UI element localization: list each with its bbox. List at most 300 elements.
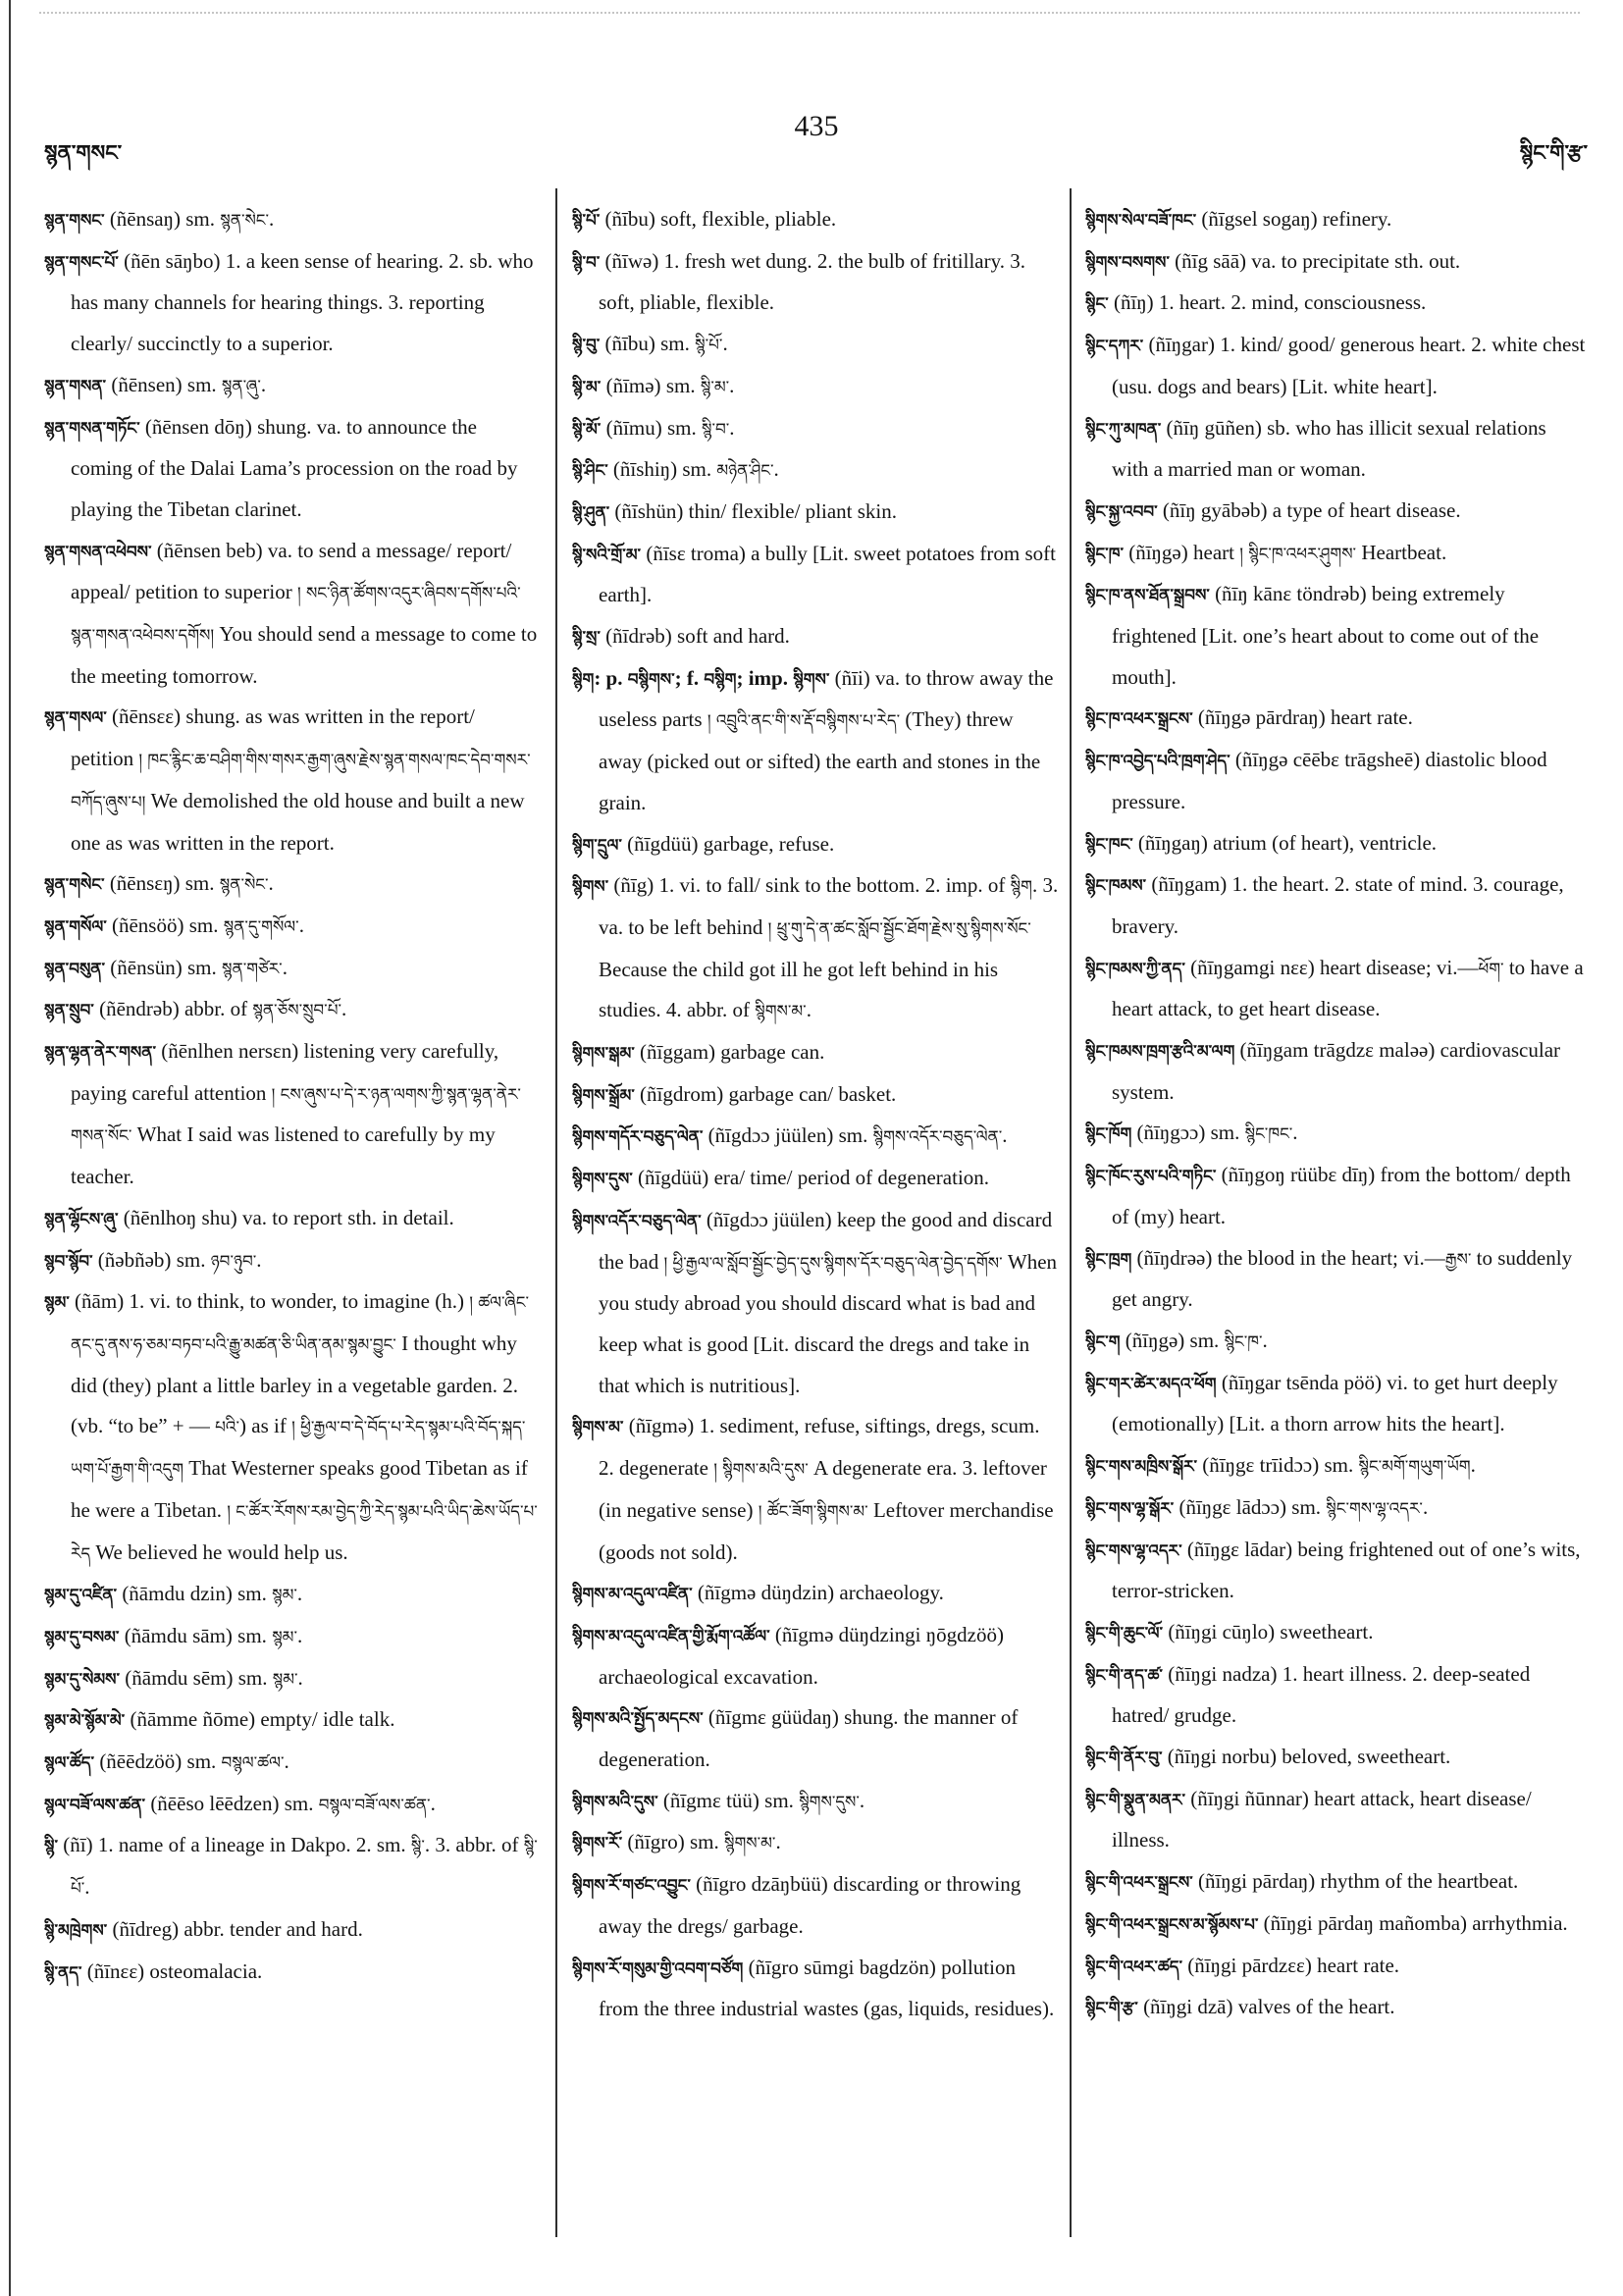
definition: thin/ flexible/ pliant skin. [688, 498, 897, 523]
dictionary-entry [1085, 698, 1588, 740]
definition: garbage can/ basket. [728, 1081, 897, 1106]
dictionary-entry [572, 824, 1060, 866]
headword [1085, 1911, 1258, 1935]
pronunciation: (ñīŋgoŋ rüübɛ dīŋ) [1221, 1163, 1376, 1187]
tibetan-text: སྙིང་ཁ་ནས་ཐོན་སྒྲབས་ [1085, 586, 1210, 605]
headword [1085, 1538, 1182, 1561]
dictionary-entry [1085, 1113, 1588, 1155]
headword [572, 542, 641, 565]
dictionary-entry [44, 407, 543, 531]
definition: sm. སྙན་སེང་. [185, 207, 275, 231]
tibetan-text: སྙིང་ཁང་ [1244, 1124, 1293, 1144]
headword [1085, 1121, 1131, 1144]
headword [44, 1959, 81, 1983]
headword [1085, 290, 1109, 314]
tibetan-text: སྙིང་ཁམས་ཁྲག་རྩའི་མ་ལག [1085, 1042, 1235, 1062]
tibetan-text: སྙིགས་རོ་ [572, 1834, 623, 1853]
dictionary-entry [572, 408, 1060, 450]
tibetan-text: སྙི་ [44, 1837, 59, 1856]
headword [44, 207, 105, 231]
dictionary-entry [572, 1697, 1060, 1780]
definition: sm. སྙི་བ་. [666, 415, 735, 440]
dictionary-entry [44, 863, 543, 906]
headword [1085, 1495, 1174, 1519]
headword [1085, 1246, 1131, 1270]
tibetan-text: སྙི་ [410, 1837, 425, 1856]
definition: 1. kind/ good/ generous heart. 2. white chest (usu. dogs and bears) [Lit. white heart]. [1112, 333, 1586, 398]
pronunciation: (ñīshiŋ) [612, 457, 678, 482]
definition: era/ time/ period of degeneration. [713, 1166, 990, 1190]
tibetan-text: ངས་ཞུས་པ་དེ་ར་ཉན་ལགས་ཀྱི་སྙན་ལྷན་ནེར་གསན་སོང་ [71, 1084, 521, 1146]
headword [1085, 748, 1230, 771]
dictionary-entry [44, 1952, 543, 1994]
tibetan-text: སྙན་གསང་ [44, 141, 123, 165]
pronunciation: (ñīdreg) [112, 1916, 180, 1941]
definition: va. to report sth. in detail. [241, 1205, 454, 1229]
dictionary-entry [1085, 1155, 1588, 1237]
headword [1085, 207, 1196, 231]
headword [572, 1830, 622, 1853]
tibetan-text: སྙི་མ་ [572, 377, 602, 396]
tibetan-text: ཚོང་ཟོག་སྙིགས་མ་ [766, 1501, 868, 1521]
tibetan-text: སྙིག [572, 669, 595, 689]
tibetan-text: སྙི་པོ་ [71, 1837, 538, 1899]
headword [572, 1123, 703, 1147]
tibetan-text: སྙིང་ [1085, 294, 1109, 314]
definition: 1. fresh wet dung. 2. the bulb of fritillary. 3. soft, pliable, flexible. [599, 248, 1026, 315]
headword [572, 1872, 691, 1896]
tibetan-text: ། [291, 1418, 295, 1437]
headword [1085, 705, 1193, 729]
scan-edge-top [39, 12, 1580, 14]
headword [1085, 249, 1170, 273]
tibetan-text: སྙན་ལྷོངས་ཞུ་ [44, 1209, 119, 1228]
column-3 [1085, 199, 1588, 2265]
tibetan-text: སྙིང་གི་ནོར་བུ་ [1085, 1748, 1163, 1768]
pronunciation: (ñīshün) [614, 498, 684, 523]
tibetan-text: སྙིགས་རོ་གསུམ་གྱི་འབག་བཙོག [572, 1958, 744, 1978]
definition: arrhythmia. [1472, 1910, 1568, 1935]
tibetan-text: སྙིང་ག [1085, 1331, 1121, 1351]
definition: 1. vi. to think, to wonder, to imagine (h.) ། ཚལ་ཞིང་ནང་དུ་ནས་ཧ་ཅམ་བཏབ་པའི་རྒྱུ་མཚན་ཅི་ཡིན་ནམ་སྙམ་བྱུང་ I thought why did (they) plant a little barley in a vegetable garden. 2. (vb. “to be” + — པའི་) as if ། ཕྱི་རྒྱལ་བ་དེ་བོད་པ་རེད་སྙམ་པའི་བོད་སྐད་ཡག་པོ་རྒྱག་གི་འདུག That Westerner speaks good Tibetan as if he were a Tibetan. ། ང་ཚོར་རོགས་རམ་བྱེད་ཀྱི་རེད་སྙམ་པའི་ཡིད་ཆེས་ཡོད་པ་རེད We believed he would help us. [71, 1289, 538, 1564]
tibetan-text: རྒྱས་ [1444, 1249, 1472, 1269]
headword [572, 374, 601, 397]
definition: beloved, sweetheart. [1282, 1745, 1451, 1769]
tibetan-text: སྙིང་གི་རྩ་ [1519, 141, 1588, 165]
dictionary-entry [1085, 1445, 1588, 1487]
headword [1085, 498, 1158, 522]
definition: sm. སྙི་པོ་. [660, 332, 728, 356]
headword [572, 1208, 702, 1231]
column-divider [1070, 188, 1072, 2237]
column-1 [44, 199, 543, 2265]
dictionary-entry [572, 449, 1060, 492]
pronunciation: (ñēnsɛŋ) [109, 871, 181, 896]
tibetan-text: སྙིགས་མའི་དུས་ [572, 1792, 658, 1811]
tibetan-text: སྙིང་ཁོག [1085, 1124, 1132, 1144]
headword [572, 457, 608, 481]
pronunciation: (ñīŋgam trāgdzɛ maləə) [1239, 1038, 1436, 1063]
tibetan-text: སྙིང་གི་ཆུང་ལོ་ [1085, 1623, 1164, 1643]
tibetan-text: སྙིགས་འདོར་བཅུད་ལེན་ [872, 1127, 1003, 1147]
definition: sm. སྙམ་. [237, 1665, 303, 1690]
definition: sm. སྙི་མ་. [665, 373, 735, 397]
dictionary-entry [1085, 1861, 1588, 1904]
pronunciation: (ñīŋ gyābəb) [1162, 497, 1268, 522]
pronunciation: (ñēndrəb) [99, 997, 180, 1021]
pronunciation: (ñīsɛ troma) [646, 541, 746, 565]
pronunciation: (ñīŋgi norbu) [1167, 1745, 1278, 1769]
pronunciation: (ñīŋgi dzā) [1143, 1995, 1233, 2019]
tibetan-text: སྙིགས་མ་ [572, 1418, 624, 1437]
tibetan-text: སྙམ་ [44, 1293, 70, 1313]
dictionary-entry [572, 1615, 1060, 1697]
headword [1085, 1787, 1185, 1810]
pronunciation: (ñīŋgamgi nɛɛ) [1190, 955, 1315, 979]
dictionary-entry [44, 365, 543, 407]
headword [572, 332, 600, 355]
tibetan-text: སྙི་བུ་ [572, 336, 601, 355]
pronunciation: (ñīŋdrəə) [1136, 1245, 1213, 1270]
pronunciation: (ñēnsen) [111, 372, 183, 396]
tibetan-text: སྙིང་གི་ནད་ཚ་ [1085, 1665, 1163, 1685]
definition: va. to send a message/ report/ appeal/ petition to superior ། སང་ཉིན་ཚོགས་འདུར་ཞིབས་དགོས་པའི་སྙན་གསན་འཕེབས་དགོས། You should send a message to come to the meeting tomorrow. [71, 538, 538, 688]
definition: the blood in the heart; vi.—རྒྱས་ to suddenly get angry. [1112, 1245, 1573, 1312]
pronunciation: (ñēēso lēēdzen) [150, 1791, 280, 1815]
headword [1085, 1620, 1163, 1644]
headword [572, 1082, 635, 1106]
tibetan-text: སྙིགས་སྒྲོམ་ [572, 1085, 635, 1105]
dictionary-entry [44, 948, 543, 990]
headword [44, 1666, 120, 1690]
headword [1085, 1869, 1193, 1893]
running-head-left [44, 130, 122, 189]
dictionary-entry [572, 492, 1060, 534]
dictionary-entry [1085, 325, 1588, 407]
definition: shung. va. to announce the coming of the Dalai Lama’s procession on the road by playing the Tibetan clarinet. [71, 414, 518, 521]
headword [44, 1833, 58, 1856]
pronunciation: (ñīŋgi pārdzɛɛ) [1187, 1953, 1312, 1977]
tibetan-text: སྙིང་གས་ལྷ་འདར་ [1326, 1498, 1423, 1518]
definition: sm. སྙིགས་དུས་. [764, 1788, 865, 1812]
pronunciation: (ñēnsɛɛ) [111, 704, 182, 729]
pronunciation: (ñīŋgi nadza) [1168, 1661, 1278, 1686]
tibetan-text: ཕྱི་རྒྱལ་བ་དེ་བོད་པ་རེད་སྙམ་པའི་བོད་སྐད་ཡག་པོ་རྒྱག་གི་འདུག [71, 1418, 526, 1480]
definition: sm. བསྙལ་ཚལ་. [186, 1749, 289, 1774]
pronunciation: (ñīŋgə) [1128, 540, 1188, 564]
pronunciation: (ñēn sāŋbo) [124, 248, 221, 273]
dictionary-entry [572, 1200, 1060, 1407]
pronunciation: (ñīŋgaŋ) [1137, 830, 1208, 855]
definition: listening very carefully, paying careful attention ། ངས་ཞུས་པ་དེ་ར་ཉན་ལགས་ཀྱི་སྙན་ལྷན་ནེར་གསན་སོང་ What I said was listened to carefully by my teacher. [71, 1039, 521, 1189]
pronunciation: (ñāmdu dzin) [122, 1582, 233, 1606]
dictionary-entry [44, 1281, 543, 1574]
column-divider [555, 188, 557, 2237]
tibetan-text: ། [713, 1460, 717, 1480]
tibetan-text: སྙི་མོ་ [572, 419, 602, 439]
headword [572, 1623, 770, 1646]
headword [44, 1289, 70, 1313]
headword [44, 1917, 107, 1941]
definition: rhythm of the heartbeat. [1320, 1869, 1519, 1894]
tibetan-text: སང་ཉིན་ཚོགས་འདུར་ཞིབས་དགོས་པའི་སྙན་གསན་འཕེབས་དགོས། [71, 584, 521, 646]
tibetan-text: སྙམ་མེ་སྙོམ་མེ་ [44, 1711, 126, 1731]
headword [44, 373, 106, 396]
tibetan-text: སྙི་མཁྲེགས་ [44, 1920, 108, 1940]
pronunciation: (ñīgmə düŋdzin) [697, 1581, 835, 1605]
pronunciation: (ñēnsün) [110, 955, 183, 979]
headword [572, 1166, 633, 1189]
tibetan-text: བསྙིག [704, 669, 737, 689]
tibetan-text: སྙིགས་མ་འདུལ་འཛིན་གྱི་རྨོག་འཚོལ་ [572, 1626, 770, 1645]
definition: osteomalacia. [149, 1958, 263, 1983]
pronunciation: (ñīŋgi ñūnnar) [1190, 1786, 1309, 1810]
definition: abbr. of སྙན་ཅོས་སྲུབ་པོ་. [183, 997, 347, 1021]
headword [1085, 956, 1185, 979]
pronunciation: (ñāmme ñōme) [130, 1707, 256, 1732]
headword [44, 997, 94, 1020]
tibetan-text: སྙིགས་ [572, 877, 609, 897]
definition: soft and hard. [677, 624, 790, 649]
pronunciation: (ñīg) [613, 873, 654, 898]
pronunciation: (ñīŋgɔɔ) [1136, 1121, 1206, 1145]
headword [44, 1749, 94, 1773]
tibetan-text: སྙན་སྲུབ་ [44, 1001, 94, 1020]
definition: sm. མཉེན་ཤིང་. [682, 457, 779, 482]
dictionary-entry [572, 1822, 1060, 1864]
tibetan-text: སྙན་གཙེར་ [222, 959, 283, 978]
definition: va. to throw away the useless parts ། འབྲུའི་ནང་གི་ས་རྡོ་བསྙིགས་པ་རེད་ (They) threw away (picked out or sifted) the earth and stones in the grain. [599, 665, 1054, 814]
pronunciation: (ñīŋgar tsēnda pöö) [1221, 1370, 1383, 1394]
tibetan-text: ཕྲུ་གུ་དེ་ན་ཚང་སློབ་སྦྱོང་ཐོག་རྗེས་སུ་སྙིགས་སོང་ [776, 918, 1031, 938]
headword [572, 873, 608, 897]
definition: 1. heart illness. 2. deep-seated hatred/ grudge. [1112, 1661, 1531, 1728]
headword [572, 624, 601, 648]
tibetan-text: འབྲུའི་ནང་གི་ས་རྡོ་བསྙིགས་པ་རེད་ [715, 711, 901, 731]
headword [44, 1248, 93, 1272]
tibetan-text: སྙན་གསང་པོ་ [44, 252, 119, 272]
tibetan-text: སྙི་པོ་ [695, 336, 723, 355]
headword [44, 1707, 125, 1731]
definition: 1. the heart. 2. state of mind. 3. courage, bravery. [1112, 872, 1564, 938]
dictionary-entry [1085, 1030, 1588, 1113]
pronunciation: (ñīgmə düŋdzingi ŋōgdzöö) [774, 1622, 1004, 1646]
tibetan-text: ། [767, 918, 772, 938]
dictionary-entry [1085, 491, 1588, 533]
dictionary-entry [1085, 740, 1588, 822]
definition: sm. བསྙལ་བཟོ་ལས་ཚན་. [284, 1791, 436, 1815]
definition: discarding or throwing away the dregs/ garbage. [599, 1872, 1021, 1938]
definition: sweetheart. [1280, 1619, 1374, 1644]
pronunciation: (ñīgdrom) [640, 1081, 724, 1106]
definition: sm. སྙིང་གས་ལྷ་འདར་. [1291, 1494, 1429, 1519]
dictionary-entry [44, 1616, 543, 1658]
tibetan-text: ཕྱི་རྒྱལ་ལ་སློབ་སྦྱོང་བྱེད་དུས་སྙིགས་དོར་བཅུད་ལེན་བྱེད་དགོས་ [672, 1253, 1003, 1273]
definition: sm. སྙན་ཞུ་. [186, 372, 267, 396]
tibetan-text: ང་ཚོར་རོགས་རམ་བྱེད་ཀྱི་རེད་སྙམ་པའི་ཡིད་ཆེས་ཡོད་པ་རེད [71, 1501, 538, 1563]
tibetan-text: སྙན་གསན་གཏོང་ [44, 418, 140, 438]
tibetan-text: སྙན་སེང་ [219, 875, 269, 895]
definition: empty/ idle talk. [260, 1707, 395, 1732]
tibetan-text: ། [469, 1293, 473, 1313]
tibetan-text: སྙན་ལྷན་ནེར་གསན་ [44, 1043, 156, 1063]
pronunciation: (ñīdrəb) [605, 624, 672, 649]
pronunciation: (ñīŋgə) [1125, 1328, 1185, 1352]
tibetan-text: ། [296, 584, 301, 603]
tibetan-text: སྙི་མ་ [700, 377, 730, 396]
tibetan-text: སྙིགས་མ་ [723, 1834, 776, 1853]
tibetan-text: སྙིང་ཁ་འཕར་ཤུགས་ [1248, 544, 1357, 563]
dictionary-entry [1085, 1530, 1588, 1612]
headword [1085, 416, 1161, 440]
headword [44, 704, 107, 728]
definition: heart attack, heart disease/ illness. [1112, 1786, 1532, 1852]
pronunciation: (ñīmu) [605, 415, 662, 440]
tibetan-text: སྙབ་སྙོབ་ [44, 1251, 93, 1271]
tibetan-text: སྙིག [1010, 877, 1032, 897]
definition: vi. to get hurt deeply (emotionally) [Lit. a thorn arrow hits the heart]. [1112, 1370, 1558, 1436]
definition: sm. སྙིང་ཁང་. [1210, 1121, 1298, 1145]
tibetan-text: སྙིགས་འདོར་བཅུད་ལེན་ [572, 1211, 702, 1230]
headword [572, 416, 601, 440]
dictionary-entry [572, 658, 1060, 824]
tibetan-text: སྙིགས་ [793, 669, 830, 689]
dictionary-entry [44, 906, 543, 948]
dictionary-entry [44, 1574, 543, 1616]
definition: valves of the heart. [1237, 1995, 1395, 2019]
definition: sm. སྙིང་ཁ་. [1189, 1328, 1268, 1352]
pronunciation: (ñīgro) [627, 1830, 685, 1854]
dictionary-entry [44, 1240, 543, 1282]
tibetan-text: སྙན་ཞུ་ [221, 376, 261, 395]
definition: pollution from the three industrial wastes (gas, liquids, residues). [599, 1955, 1055, 2021]
dictionary-entry [572, 1573, 1060, 1615]
headword [572, 1581, 693, 1604]
definition: shung. as was written in the report/ petition ། ཁང་རྙིང་ཆ་བཤིག་གིས་གསར་རྒྱག་ཞུས་རྗེས་སྙན་གསལ་ཁང་དེབ་གསར་བཀོད་ཞུས་པ། We demolished the old house and built a new one as was written in the report. [71, 704, 531, 855]
headword [44, 539, 152, 562]
pronunciation: (ñīŋgə pārdraŋ) [1197, 705, 1326, 730]
headword [1085, 582, 1210, 605]
headword [44, 1039, 156, 1063]
tibetan-text: སྙན་གསོལ་ [44, 916, 107, 936]
dictionary-entry [44, 1825, 543, 1908]
dictionary-entry [572, 1116, 1060, 1158]
definition: sm. སྙན་གཙེར་. [187, 955, 288, 979]
definition: keep the good and discard the bad ། ཕྱི་རྒྱལ་ལ་སློབ་སྦྱོང་བྱེད་དུས་སྙིགས་དོར་བཅུད་ལེན་བྱེད་དགོས་ When you study abroad you should discard what is bad and keep what is good [Lit. discard the dregs and take in that which is nutritious]. [599, 1207, 1058, 1397]
definition: sm. སྙན་སེང་. [184, 871, 274, 896]
dictionary-entry [1085, 1612, 1588, 1654]
pronunciation: (ñīŋgɛ lādɔɔ) [1178, 1494, 1287, 1519]
pronunciation: (ñīgdɔɔ jüülen) [706, 1207, 832, 1231]
headword [44, 1792, 145, 1815]
pronunciation: (ñīg sāā) [1175, 248, 1247, 273]
pronunciation: (ñīggam) [640, 1040, 716, 1065]
tibetan-text: སྙི་སྲ་ [572, 628, 601, 648]
pronunciation: (ñāmdu sām) [124, 1623, 233, 1647]
tibetan-text: སྙིང་གས་ལྷ་སྒོར་ [1085, 1498, 1175, 1518]
tibetan-text: སྙི་ནད་ [44, 1962, 82, 1982]
tibetan-text: ཚལ་ཞིང་ནང་དུ་ནས་ཧ་ཅམ་བཏབ་པའི་རྒྱུ་མཚན་ཅི་ཡིན་ནམ་སྙམ་བྱུང་ [71, 1293, 529, 1354]
tibetan-text: ། [1239, 544, 1243, 563]
dictionary-entry [44, 1742, 543, 1784]
definition: sm. སྙིང་མགོ་གཡུག་ཡོག. [1324, 1453, 1476, 1478]
dictionary-entry [572, 324, 1060, 366]
headword [1085, 1038, 1234, 1062]
tibetan-text: སྙིང་གས་མཁྲིས་སྒོར་ [1085, 1457, 1198, 1477]
dictionary-entry [572, 1406, 1060, 1573]
dictionary-entry [572, 1864, 1060, 1947]
tibetan-text: ཕོག་ [1478, 959, 1504, 978]
pronunciation: (ñīgmə) [628, 1414, 695, 1438]
tibetan-text: སྙིང་གི་འཕར་ཚད་ [1085, 1957, 1183, 1976]
tibetan-text: སྙིགས་སྒམ་ [572, 1044, 635, 1064]
definition: sm. སྙིགས་འདོར་བཅུད་ལེན་. [838, 1123, 1008, 1148]
definition: cardiovascular system. [1112, 1038, 1561, 1104]
tibetan-text: པའི་ [215, 1418, 239, 1437]
definition: 1. heart. 2. mind, consciousness. [1158, 290, 1427, 315]
tibetan-text: ། [663, 1253, 668, 1273]
definition: 1. vi. to fall/ sink to the bottom. 2. imp. of སྙིག. 3. va. to be left behind ། ཕྲུ་གུ་དེ་ན་ཚང་སློབ་སྦྱོང་ཐོག་རྗེས་སུ་སྙིགས་སོང་ Because the child got ill he got left behind in his studies. 4. abbr. of སྙིགས་མ་. [599, 873, 1059, 1022]
definition: shung. the manner of degeneration. [599, 1705, 1019, 1772]
tibetan-text: ཁང་རྙིང་ཆ་བཤིག་གིས་གསར་རྒྱག་ཞུས་རྗེས་སྙན་གསལ་ཁང་དེབ་གསར་བཀོད་ཞུས་པ། [71, 751, 531, 811]
definition: 1. a keen sense of hearing. 2. sb. who has many channels for hearing things. 3. reporting clearly/ succinctly to a superior. [71, 248, 534, 356]
tibetan-text: སྙིགས་རོ་གཙང་འབྱུང་ [572, 1876, 691, 1896]
definition: sm. སྙམ་. [237, 1582, 303, 1606]
definition: soft, flexible, pliable. [660, 207, 837, 231]
headword [1085, 1954, 1182, 1977]
page-number: 435 [794, 110, 839, 142]
tibetan-text: སྙིགས་སེལ་བཟོ་ཁང་ [1085, 211, 1197, 230]
definition: sm. སྙམ་. [237, 1623, 303, 1647]
pronunciation: (ñāmdu sēm) [125, 1665, 234, 1690]
definition: atrium (of heart), ventricle. [1213, 830, 1438, 855]
pronunciation: (ñību) [604, 207, 655, 231]
column-2 [572, 199, 1060, 2265]
headword [1085, 333, 1143, 356]
headword [44, 871, 105, 895]
tibetan-text: སྙི་ཤུན་ [572, 502, 610, 522]
tibetan-text: སྙི་བ་ [572, 252, 601, 272]
dictionary-entry [44, 1699, 543, 1742]
pronunciation: (ñī) [63, 1833, 93, 1857]
dictionary-entry [44, 989, 543, 1031]
tibetan-text: ། [758, 1501, 762, 1521]
headword [44, 415, 140, 439]
definition: abbr. tender and hard. [183, 1916, 363, 1941]
pronunciation: (ñīgmɛ güüdaŋ) [707, 1705, 839, 1730]
dictionary-entry [572, 1158, 1060, 1200]
tibetan-text: བསྙིགས་ [627, 669, 675, 689]
headword [572, 207, 600, 231]
tibetan-text: སྙིང་གི་རྩ་ [1085, 1999, 1138, 2018]
dictionary-entry [1085, 574, 1588, 698]
tibetan-text: སྙིང་མགོ་གཡུག་ཡོག [1358, 1457, 1471, 1477]
definition: 1. name of a lineage in Dakpo. 2. sm. སྙི་. 3. abbr. of སྙི་པོ་. [71, 1833, 538, 1900]
tibetan-text: མཉེན་ཤིང་ [716, 461, 774, 481]
dictionary-entry [1085, 1238, 1588, 1321]
tibetan-text: སྙལ་བཟོ་ལས་ཚན་ [44, 1795, 146, 1814]
definition: a type of heart disease. [1272, 497, 1461, 522]
dictionary-entry [572, 1948, 1060, 2030]
headword [572, 1414, 623, 1437]
headword: སྙིག: p. བསྙིགས་; f. བསྙིག; imp. སྙིགས་ [572, 665, 830, 690]
definition: sm. སྙན་དུ་གསོལ་. [188, 913, 304, 937]
pronunciation: (ñēnsen dōŋ) [144, 414, 252, 439]
pronunciation: (ñēnsöö) [111, 913, 184, 937]
pronunciation: (ñīŋgɛ trīidɔɔ) [1202, 1453, 1320, 1478]
pronunciation: (ñēnsaŋ) [109, 207, 181, 231]
tibetan-text: སྙམ་དུ་འཛིན་ [44, 1586, 118, 1605]
